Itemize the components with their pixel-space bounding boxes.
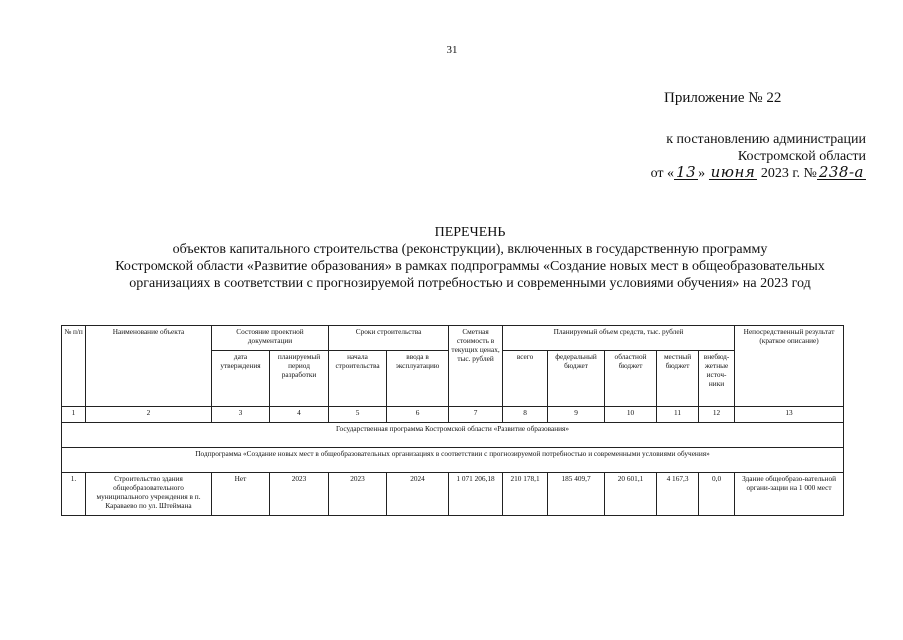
decree-reference bbox=[596, 131, 866, 182]
decree-date-mid: » bbox=[698, 166, 706, 181]
column-number: 10 bbox=[605, 407, 657, 423]
column-number: 11 bbox=[657, 407, 699, 423]
row-planned-period: 2023 bbox=[270, 473, 329, 516]
header-design-status: Состояние проектной документации bbox=[212, 326, 329, 351]
header-planned-period: планируемый период разработки bbox=[270, 351, 329, 407]
header-estimated-cost: Сметная стоимость в текущих ценах, тыс. рублей bbox=[449, 326, 503, 407]
header-start: начала строительства bbox=[329, 351, 387, 407]
row-start: 2023 bbox=[329, 473, 387, 516]
page-number: 31 bbox=[446, 44, 458, 56]
decree-date-line bbox=[596, 165, 866, 182]
row-num: 1. bbox=[62, 473, 86, 516]
decree-date-year: 2023 г. № bbox=[760, 166, 817, 181]
decree-number: 238-а bbox=[818, 163, 864, 181]
row-local: 4 167,3 bbox=[657, 473, 699, 516]
document-heading bbox=[40, 224, 900, 292]
row-offbudget: 0,0 bbox=[699, 473, 735, 516]
column-number: 9 bbox=[548, 407, 605, 423]
appendix-title: Приложение № 22 bbox=[664, 90, 782, 106]
subprogram-title: Подпрограмма «Создание новых мест в общеобразовательных организациях в соответствии с прогнозируемой потребностью и современными условиями обучения» bbox=[62, 448, 844, 473]
row-object-name: Строительство здания общеобразовательного муниципального учреждения в п. Караваево по ул. Штеймана bbox=[86, 473, 212, 516]
column-number: 12 bbox=[699, 407, 735, 423]
header-approval-date: дата утверждения bbox=[212, 351, 270, 407]
column-number: 5 bbox=[329, 407, 387, 423]
header-offbudget: внебюд-жетные источ-ники bbox=[699, 351, 735, 407]
decree-line-2: Костромской области bbox=[737, 149, 866, 164]
column-number: 4 bbox=[270, 407, 329, 423]
row-federal: 185 409,7 bbox=[548, 473, 605, 516]
header-result: Непосредственный результат (краткое описание) bbox=[735, 326, 844, 407]
row-total: 210 178,1 bbox=[503, 473, 548, 516]
column-numbers-row bbox=[62, 407, 844, 423]
header-planned-funds: Планируемый объем средств, тыс. рублей bbox=[503, 326, 735, 351]
column-number: 2 bbox=[86, 407, 212, 423]
row-estimated-cost: 1 071 206,18 bbox=[449, 473, 503, 516]
heading-title: ПЕРЕЧЕНЬ bbox=[434, 225, 506, 240]
heading-line-2: Костромской области «Развитие образования» в рамках подпрограммы «Создание новых мест в общеобразовательных bbox=[115, 259, 825, 274]
column-number: 7 bbox=[449, 407, 503, 423]
header-name: Наименование объекта bbox=[86, 326, 212, 407]
decree-date-month: июня bbox=[710, 163, 756, 181]
row-regional: 20 601,1 bbox=[605, 473, 657, 516]
header-row-1 bbox=[62, 326, 844, 351]
header-construction-terms: Сроки строительства bbox=[329, 326, 449, 351]
header-total: всего bbox=[503, 351, 548, 407]
column-number: 8 bbox=[503, 407, 548, 423]
column-number: 3 bbox=[212, 407, 270, 423]
program-row bbox=[62, 423, 844, 448]
decree-date-prefix: от « bbox=[650, 166, 675, 181]
row-approval-date: Нет bbox=[212, 473, 270, 516]
heading-line-1: объектов капитального строительства (реконструкции), включенных в государственную программу bbox=[172, 242, 768, 257]
header-commissioning: ввода в эксплуатацию bbox=[387, 351, 449, 407]
objects-table bbox=[61, 325, 844, 516]
table-row bbox=[62, 473, 844, 516]
header-local: местный бюджет bbox=[657, 351, 699, 407]
row-commissioning: 2024 bbox=[387, 473, 449, 516]
header-federal: федеральный бюджет bbox=[548, 351, 605, 407]
header-regional: областной бюджет bbox=[605, 351, 657, 407]
column-number: 1 bbox=[62, 407, 86, 423]
column-number: 13 bbox=[735, 407, 844, 423]
header-num: № п/п bbox=[62, 326, 86, 407]
column-number: 6 bbox=[387, 407, 449, 423]
row-result: Здание общеобразо-вательной органи-зации на 1 000 мест bbox=[735, 473, 844, 516]
decree-line-1: к постановлению администрации bbox=[666, 132, 866, 147]
program-title: Государственная программа Костромской области «Развитие образования» bbox=[62, 423, 844, 448]
heading-line-3: организациях в соответствии с прогнозируемой потребностью и современными условиями обучения» на 2023 год bbox=[129, 276, 811, 291]
decree-date-day: 13 bbox=[676, 163, 697, 181]
subprogram-row bbox=[62, 448, 844, 473]
